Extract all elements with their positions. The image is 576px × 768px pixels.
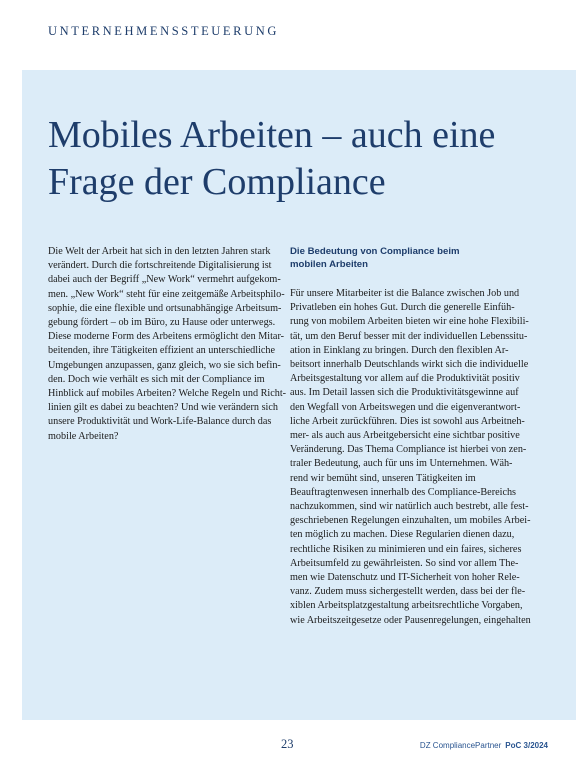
subheading-line: mobilen Arbeiten — [290, 259, 369, 270]
body-line: dabei auch der Begriff „New Work“ vermehrt aufgekom- — [48, 274, 281, 286]
body-line: Hinblick auf mobiles Arbeiten? Welche Regeln und Richt- — [48, 388, 287, 400]
body-line: geschriebenen Regelungen einzuhalten, um mobiles Arbei- — [290, 515, 531, 527]
body-line: den. Doch wie verhält es sich mit der Compliance im — [48, 373, 265, 385]
body-line: wie Arbeitszeitgesetze oder Pausenregelungen, eingehalten — [290, 614, 531, 626]
right-column — [290, 245, 548, 628]
body-line: linien gilt es dabei zu beachten? Und wie verändern sich — [48, 402, 278, 414]
body-line: den Wegfall von Arbeitswegen und die eigenverantwort- — [290, 401, 521, 413]
body-line: beitenden, ihre Tätigkeiten effizient an unterschiedliche — [48, 345, 276, 357]
article-title — [48, 112, 568, 206]
body-line: beitsort innerhalb Deutschlands wirkt sich die individuelle — [290, 359, 529, 371]
body-line: aus. Im Detail lassen sich die Produktivitätsgewinne auf — [290, 387, 519, 399]
body-line: Arbeitsumfeld zu gewährleisten. So sind vor allem The- — [290, 557, 519, 569]
magazine-name: DZ CompliancePartner — [419, 741, 502, 750]
body-line: tät, um den Beruf besser mit der individuellen Lebenssitu- — [290, 330, 528, 342]
footer-publication — [420, 741, 548, 750]
body-line: rung von mobilem Arbeiten bieten wir eine hohe Flexibili- — [290, 316, 529, 328]
body-line: Privatleben ein hohes Gut. Durch die generelle Einfüh- — [290, 302, 515, 314]
body-line: verändert. Durch die fortschreitende Digitalisierung ist — [48, 260, 272, 272]
title-line: Frage der Compliance — [48, 161, 386, 203]
body-line: Die Welt der Arbeit hat sich in den letzten Jahren stark — [48, 246, 271, 257]
body-line: vanz. Zudem muss sichergestellt werden, dass bei der fle- — [290, 586, 526, 598]
section-label: UNTERNEHMENSSTEUERUNG — [48, 24, 279, 38]
body-line: men. „New Work“ steht für eine zeitgemäße Arbeitsphilo- — [48, 288, 285, 300]
body-line: mer- als auch aus Arbeitgebersicht eine sichtbar positive — [290, 430, 520, 442]
body-line: rechtliche Risiken zu minimieren und ein faires, sicheres — [290, 543, 522, 555]
body-line: Arbeitsgestaltung vor allem auf die Produktivität positiv — [290, 373, 520, 385]
body-line: unsere Produktivität und Work-Life-Balance durch das — [48, 416, 272, 428]
body-line: xiblen Arbeitsplatzgestaltung arbeitsrechtliche Vorgaben, — [290, 600, 523, 612]
body-line: sophie, die eine flexible und ortsunabhängige Arbeitsum- — [48, 302, 282, 314]
title-line: Mobiles Arbeiten – auch eine — [48, 114, 496, 156]
body-line: liche Arbeit zurückführen. Dies ist sowohl aus Arbeitneh- — [290, 415, 525, 427]
body-line: rend wir bemüht sind, unseren Tätigkeiten im — [290, 472, 476, 484]
body-line: Für unsere Mitarbeiter ist die Balance zwischen Job und — [290, 288, 520, 299]
page-number: 23 — [281, 737, 294, 751]
body-line: Beauftragtenwesen innerhalb des Compliance-Bereichs — [290, 486, 517, 498]
body-line: Umgebungen anzupassen, ganz gleich, wo sie sich befin- — [48, 359, 281, 371]
body-line: Diese moderne Form des Arbeitens ermöglicht den Mitar- — [48, 331, 285, 343]
issue-label: PoC 3/2024 — [505, 741, 548, 750]
subheading-line: Die Bedeutung von Compliance beim — [290, 246, 460, 257]
section-subheading — [290, 245, 548, 271]
body-line: ation in Einklang zu bringen. Durch den flexiblen Ar- — [290, 344, 509, 356]
body-line: ten möglich zu machen. Diese Regularien dienen dazu, — [290, 529, 515, 541]
body-line: mobile Arbeiten? — [48, 430, 119, 442]
body-line: traler Bedeutung, auch für uns im Unternehmen. Wäh- — [290, 458, 513, 470]
body-line: Veränderung. Das Thema Compliance ist hierbei von zen- — [290, 444, 527, 456]
body-line: men wie Datenschutz und IT-Sicherheit von hoher Rele- — [290, 572, 520, 584]
body-line: nachzukommen, sind wir natürlich auch bestrebt, alle fest- — [290, 501, 529, 513]
left-column — [48, 245, 287, 444]
body-line: gebung fördert – ob im Büro, zu Hause oder unterwegs. — [48, 317, 276, 329]
